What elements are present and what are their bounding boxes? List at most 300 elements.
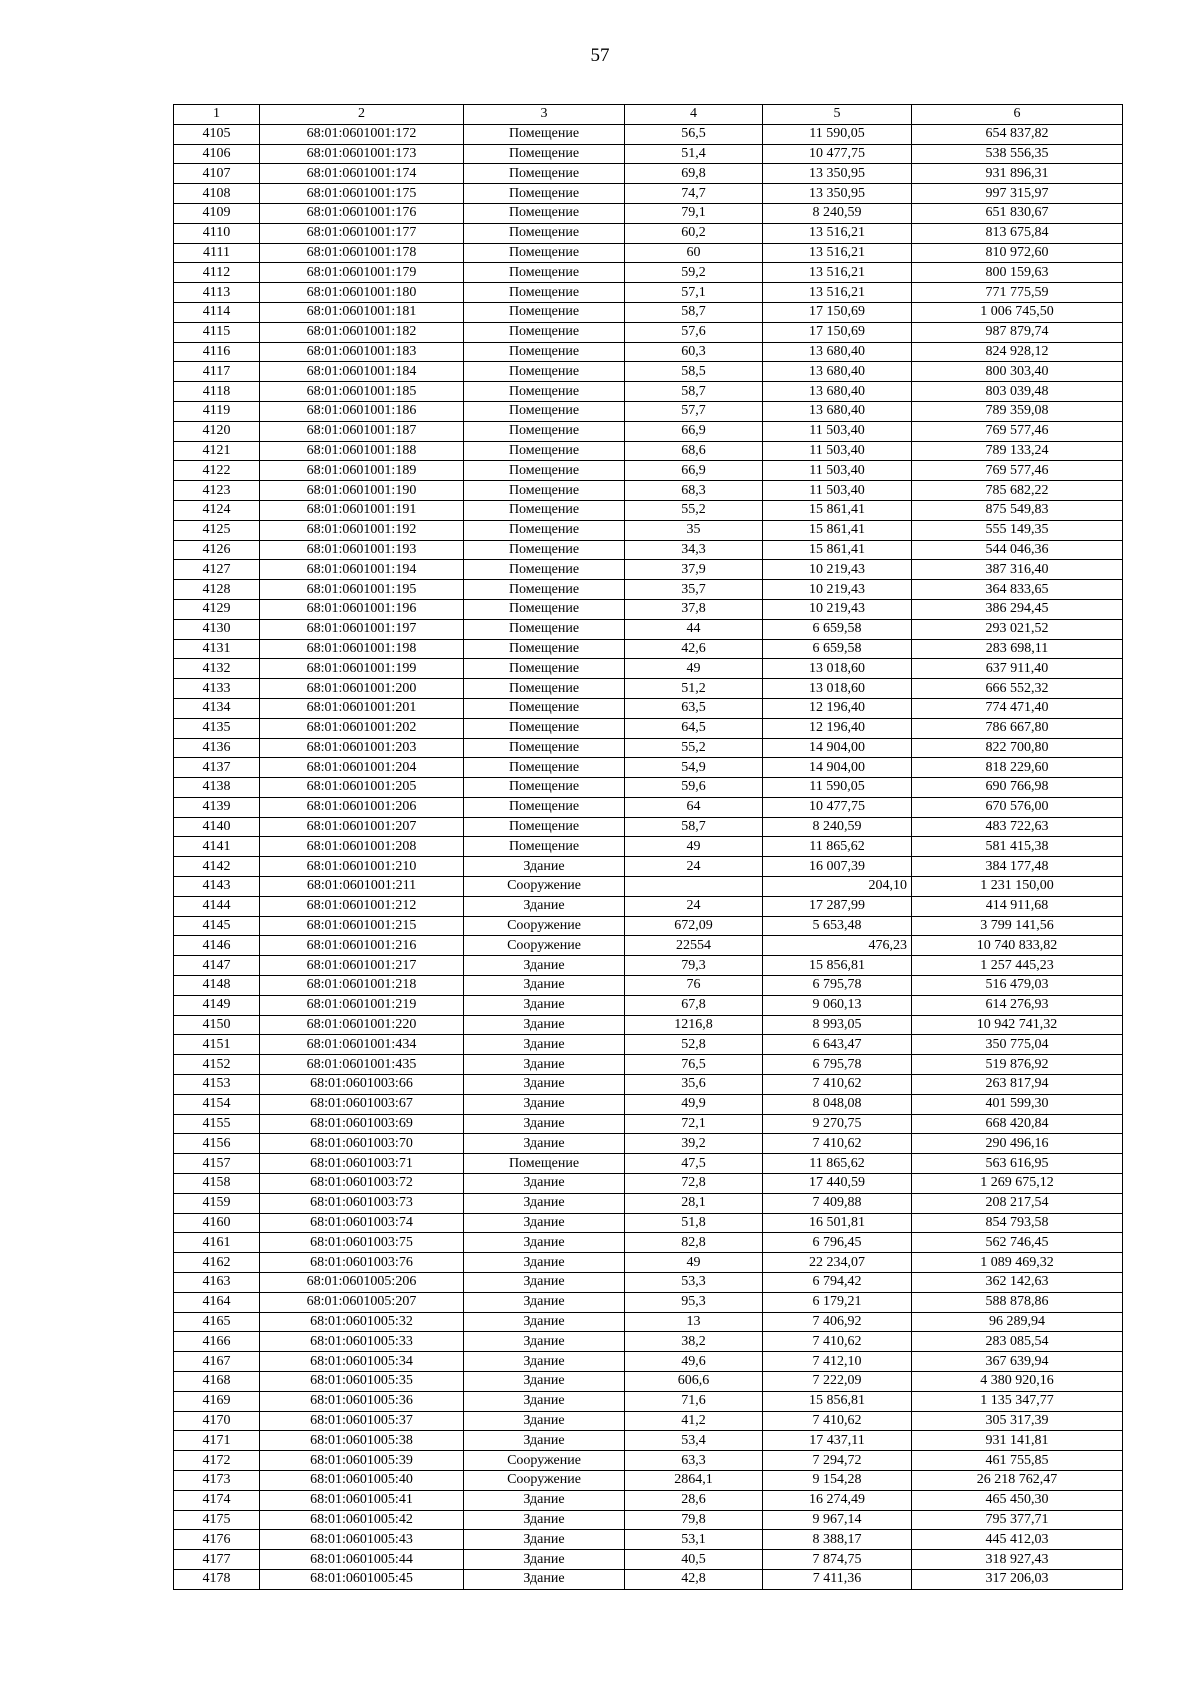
table-row (174, 1193, 1123, 1213)
table-row (174, 599, 1123, 619)
table-row (174, 1391, 1123, 1411)
cell-unit-value: 15 861,41 (763, 540, 912, 560)
cell-area: 58,7 (625, 817, 763, 837)
cell-area: 49 (625, 837, 763, 857)
cell-cadastral-number: 68:01:0601001:202 (260, 718, 464, 738)
cell-unit-value: 8 240,59 (763, 203, 912, 223)
cell-cadastral-number: 68:01:0601001:212 (260, 896, 464, 916)
cell-object-type: Здание (464, 1174, 625, 1194)
cell-object-type: Здание (464, 1273, 625, 1293)
cell-cadastral-number: 68:01:0601001:188 (260, 441, 464, 461)
cell-unit-value: 6 659,58 (763, 639, 912, 659)
cell-cadastral-number: 68:01:0601005:38 (260, 1431, 464, 1451)
cell-unit-value: 15 856,81 (763, 956, 912, 976)
cell-cadastral-value: 461 755,85 (912, 1451, 1123, 1471)
cell-cadastral-value: 668 420,84 (912, 1114, 1123, 1134)
cell-object-type: Помещение (464, 342, 625, 362)
cell-cadastral-number: 68:01:0601001:206 (260, 797, 464, 817)
cell-row-number: 4148 (174, 976, 260, 996)
cell-unit-value: 11 865,62 (763, 837, 912, 857)
cell-object-type: Помещение (464, 639, 625, 659)
cell-cadastral-number: 68:01:0601001:203 (260, 738, 464, 758)
table-row (174, 1352, 1123, 1372)
cell-area: 37,8 (625, 599, 763, 619)
cell-cadastral-value: 824 928,12 (912, 342, 1123, 362)
cell-unit-value: 16 274,49 (763, 1490, 912, 1510)
cell-area: 672,09 (625, 916, 763, 936)
cell-object-type: Помещение (464, 382, 625, 402)
cell-area: 79,8 (625, 1510, 763, 1530)
cell-row-number: 4133 (174, 679, 260, 699)
cell-cadastral-value: 1 089 469,32 (912, 1253, 1123, 1273)
cell-unit-value: 11 590,05 (763, 124, 912, 144)
cell-area: 28,1 (625, 1193, 763, 1213)
cell-unit-value: 7 409,88 (763, 1193, 912, 1213)
cell-cadastral-value: 350 775,04 (912, 1035, 1123, 1055)
cell-area: 41,2 (625, 1411, 763, 1431)
cell-object-type: Помещение (464, 362, 625, 382)
cell-object-type: Помещение (464, 302, 625, 322)
cell-object-type: Здание (464, 1332, 625, 1352)
cell-object-type: Помещение (464, 778, 625, 798)
cell-unit-value: 13 680,40 (763, 382, 912, 402)
cell-object-type: Здание (464, 1015, 625, 1035)
column-header-1: 1 (174, 105, 260, 125)
cell-cadastral-number: 68:01:0601001:175 (260, 184, 464, 204)
table-row (174, 164, 1123, 184)
cell-row-number: 4105 (174, 124, 260, 144)
cell-area: 49,9 (625, 1094, 763, 1114)
table-row (174, 1292, 1123, 1312)
cell-area: 35 (625, 520, 763, 540)
cell-unit-value: 7 222,09 (763, 1372, 912, 1392)
cell-area: 60,2 (625, 223, 763, 243)
cell-area: 58,7 (625, 382, 763, 402)
cell-object-type: Здание (464, 995, 625, 1015)
cell-area: 35,7 (625, 580, 763, 600)
cell-unit-value: 11 503,40 (763, 421, 912, 441)
cell-cadastral-value: 771 775,59 (912, 283, 1123, 303)
table-row (174, 1273, 1123, 1293)
cell-row-number: 4172 (174, 1451, 260, 1471)
cell-cadastral-value: 263 817,94 (912, 1075, 1123, 1095)
cell-object-type: Помещение (464, 659, 625, 679)
table-row (174, 718, 1123, 738)
cell-area: 49,6 (625, 1352, 763, 1372)
cell-cadastral-number: 68:01:0601001:198 (260, 639, 464, 659)
cell-cadastral-value: 769 577,46 (912, 421, 1123, 441)
cell-cadastral-value: 290 496,16 (912, 1134, 1123, 1154)
cell-object-type: Помещение (464, 481, 625, 501)
cell-cadastral-value: 283 085,54 (912, 1332, 1123, 1352)
cell-cadastral-number: 68:01:0601001:191 (260, 500, 464, 520)
cell-row-number: 4144 (174, 896, 260, 916)
table-row (174, 639, 1123, 659)
cell-cadastral-number: 68:01:0601003:75 (260, 1233, 464, 1253)
table-row (174, 619, 1123, 639)
cell-unit-value: 12 196,40 (763, 718, 912, 738)
table-row (174, 817, 1123, 837)
cell-cadastral-number: 68:01:0601001:435 (260, 1055, 464, 1075)
table-row (174, 1510, 1123, 1530)
cell-cadastral-number: 68:01:0601005:41 (260, 1490, 464, 1510)
table-row (174, 1174, 1123, 1194)
cell-area: 79,3 (625, 956, 763, 976)
cell-cadastral-value: 283 698,11 (912, 639, 1123, 659)
table-row (174, 302, 1123, 322)
cell-cadastral-number: 68:01:0601001:200 (260, 679, 464, 699)
cell-row-number: 4174 (174, 1490, 260, 1510)
cell-area: 51,2 (625, 679, 763, 699)
cell-area: 37,9 (625, 560, 763, 580)
table-row (174, 1470, 1123, 1490)
cell-object-type: Помещение (464, 718, 625, 738)
cell-cadastral-number: 68:01:0601001:180 (260, 283, 464, 303)
cell-object-type: Здание (464, 896, 625, 916)
cell-cadastral-value: 465 450,30 (912, 1490, 1123, 1510)
cell-unit-value: 11 865,62 (763, 1154, 912, 1174)
cell-unit-value: 15 861,41 (763, 520, 912, 540)
cell-area: 51,8 (625, 1213, 763, 1233)
cell-unit-value: 9 154,28 (763, 1470, 912, 1490)
cell-object-type: Здание (464, 1372, 625, 1392)
cell-unit-value: 10 477,75 (763, 797, 912, 817)
cell-object-type: Сооружение (464, 877, 625, 897)
cell-row-number: 4142 (174, 857, 260, 877)
cell-object-type: Здание (464, 1114, 625, 1134)
cell-cadastral-value: 803 039,48 (912, 382, 1123, 402)
cell-area: 54,9 (625, 758, 763, 778)
table-row (174, 1035, 1123, 1055)
cell-object-type: Помещение (464, 283, 625, 303)
table-row (174, 976, 1123, 996)
cell-unit-value: 22 234,07 (763, 1253, 912, 1273)
cell-cadastral-number: 68:01:0601001:176 (260, 203, 464, 223)
cell-object-type: Здание (464, 1550, 625, 1570)
cell-cadastral-value: 10 740 833,82 (912, 936, 1123, 956)
cell-cadastral-value: 519 876,92 (912, 1055, 1123, 1075)
cell-area: 53,1 (625, 1530, 763, 1550)
cell-object-type: Помещение (464, 540, 625, 560)
cell-row-number: 4121 (174, 441, 260, 461)
cell-unit-value: 12 196,40 (763, 698, 912, 718)
table-row (174, 1550, 1123, 1570)
cell-cadastral-value: 800 159,63 (912, 263, 1123, 283)
cell-unit-value: 13 350,95 (763, 184, 912, 204)
cell-area: 68,3 (625, 481, 763, 501)
cell-object-type: Сооружение (464, 1451, 625, 1471)
cell-row-number: 4109 (174, 203, 260, 223)
cell-object-type: Здание (464, 1312, 625, 1332)
cell-cadastral-value: 800 303,40 (912, 362, 1123, 382)
table-row (174, 520, 1123, 540)
cell-cadastral-number: 68:01:0601005:36 (260, 1391, 464, 1411)
cell-cadastral-number: 68:01:0601001:204 (260, 758, 464, 778)
cell-cadastral-value: 1 135 347,77 (912, 1391, 1123, 1411)
cell-object-type: Помещение (464, 738, 625, 758)
table-row (174, 1094, 1123, 1114)
cell-area: 13 (625, 1312, 763, 1332)
cell-cadastral-value: 516 479,03 (912, 976, 1123, 996)
cell-cadastral-number: 68:01:0601001:184 (260, 362, 464, 382)
cell-cadastral-number: 68:01:0601001:219 (260, 995, 464, 1015)
cell-unit-value: 16 501,81 (763, 1213, 912, 1233)
cell-cadastral-value: 666 552,32 (912, 679, 1123, 699)
cell-unit-value: 6 659,58 (763, 619, 912, 639)
cell-cadastral-number: 68:01:0601001:194 (260, 560, 464, 580)
cell-object-type: Здание (464, 1411, 625, 1431)
cell-object-type: Здание (464, 1391, 625, 1411)
cell-area: 57,7 (625, 401, 763, 421)
cell-cadastral-number: 68:01:0601003:74 (260, 1213, 464, 1233)
cell-unit-value: 17 437,11 (763, 1431, 912, 1451)
table-row (174, 1134, 1123, 1154)
table-row (174, 1332, 1123, 1352)
cell-unit-value: 8 240,59 (763, 817, 912, 837)
cell-cadastral-number: 68:01:0601001:172 (260, 124, 464, 144)
cell-object-type: Сооружение (464, 1470, 625, 1490)
cell-row-number: 4138 (174, 778, 260, 798)
cell-unit-value: 13 680,40 (763, 362, 912, 382)
cell-cadastral-value: 362 142,63 (912, 1273, 1123, 1293)
cell-cadastral-value: 364 833,65 (912, 580, 1123, 600)
cell-unit-value: 16 007,39 (763, 857, 912, 877)
cell-row-number: 4119 (174, 401, 260, 421)
cell-unit-value: 6 179,21 (763, 1292, 912, 1312)
table-row (174, 896, 1123, 916)
table-row (174, 481, 1123, 501)
cell-cadastral-value: 588 878,86 (912, 1292, 1123, 1312)
cell-cadastral-value: 10 942 741,32 (912, 1015, 1123, 1035)
cell-area: 67,8 (625, 995, 763, 1015)
table-row (174, 461, 1123, 481)
cell-unit-value: 13 680,40 (763, 401, 912, 421)
cell-unit-value: 7 410,62 (763, 1075, 912, 1095)
table-row (174, 778, 1123, 798)
cell-area: 74,7 (625, 184, 763, 204)
cell-cadastral-value: 208 217,54 (912, 1193, 1123, 1213)
cell-unit-value: 6 796,45 (763, 1233, 912, 1253)
cell-object-type: Помещение (464, 441, 625, 461)
cell-cadastral-number: 68:01:0601003:73 (260, 1193, 464, 1213)
cell-object-type: Помещение (464, 599, 625, 619)
cell-object-type: Здание (464, 1075, 625, 1095)
cell-area: 49 (625, 659, 763, 679)
table-row (174, 916, 1123, 936)
cell-row-number: 4176 (174, 1530, 260, 1550)
table-row (174, 956, 1123, 976)
cell-object-type: Помещение (464, 758, 625, 778)
cell-object-type: Помещение (464, 144, 625, 164)
cell-area: 34,3 (625, 540, 763, 560)
table-row (174, 540, 1123, 560)
cell-cadastral-number: 68:01:0601001:183 (260, 342, 464, 362)
cell-area: 35,6 (625, 1075, 763, 1095)
cell-unit-value: 17 150,69 (763, 322, 912, 342)
cell-area: 63,3 (625, 1451, 763, 1471)
column-header-5: 5 (763, 105, 912, 125)
cell-cadastral-number: 68:01:0601003:69 (260, 1114, 464, 1134)
cell-unit-value: 10 219,43 (763, 580, 912, 600)
cell-cadastral-value: 931 141,81 (912, 1431, 1123, 1451)
table-row (174, 1154, 1123, 1174)
cell-area: 42,6 (625, 639, 763, 659)
cell-cadastral-number: 68:01:0601005:33 (260, 1332, 464, 1352)
table-row (174, 1431, 1123, 1451)
cell-area: 71,6 (625, 1391, 763, 1411)
cell-area: 2864,1 (625, 1470, 763, 1490)
cell-row-number: 4141 (174, 837, 260, 857)
cell-area: 39,2 (625, 1134, 763, 1154)
cell-row-number: 4165 (174, 1312, 260, 1332)
cell-cadastral-number: 68:01:0601003:76 (260, 1253, 464, 1273)
table-row (174, 1055, 1123, 1075)
table-row (174, 223, 1123, 243)
cell-cadastral-number: 68:01:0601003:71 (260, 1154, 464, 1174)
cell-row-number: 4164 (174, 1292, 260, 1312)
cell-area: 95,3 (625, 1292, 763, 1312)
cell-unit-value: 11 503,40 (763, 441, 912, 461)
table-row (174, 500, 1123, 520)
cell-cadastral-number: 68:01:0601001:218 (260, 976, 464, 996)
table-row (174, 1372, 1123, 1392)
table-row (174, 144, 1123, 164)
cell-object-type: Помещение (464, 520, 625, 540)
table-row (174, 758, 1123, 778)
table-row (174, 877, 1123, 897)
cell-area: 66,9 (625, 421, 763, 441)
cell-object-type: Здание (464, 1431, 625, 1451)
cell-cadastral-value: 562 746,45 (912, 1233, 1123, 1253)
cell-area: 68,6 (625, 441, 763, 461)
cell-unit-value: 7 410,62 (763, 1332, 912, 1352)
cell-object-type: Помещение (464, 243, 625, 263)
cell-area: 63,5 (625, 698, 763, 718)
cell-area: 24 (625, 896, 763, 916)
table-row (174, 1213, 1123, 1233)
cell-unit-value: 7 411,36 (763, 1569, 912, 1589)
cell-cadastral-value: 637 911,40 (912, 659, 1123, 679)
cell-unit-value: 13 516,21 (763, 263, 912, 283)
cell-cadastral-number: 68:01:0601001:205 (260, 778, 464, 798)
cell-cadastral-value: 854 793,58 (912, 1213, 1123, 1233)
cell-unit-value: 15 861,41 (763, 500, 912, 520)
cell-cadastral-value: 1 269 675,12 (912, 1174, 1123, 1194)
cell-object-type: Здание (464, 857, 625, 877)
cell-cadastral-value: 1 257 445,23 (912, 956, 1123, 976)
cell-cadastral-value: 670 576,00 (912, 797, 1123, 817)
table-header-row (174, 105, 1123, 125)
cell-row-number: 4108 (174, 184, 260, 204)
cell-row-number: 4128 (174, 580, 260, 600)
table-row (174, 203, 1123, 223)
cell-cadastral-value: 384 177,48 (912, 857, 1123, 877)
cell-cadastral-value: 651 830,67 (912, 203, 1123, 223)
cell-cadastral-value: 785 682,22 (912, 481, 1123, 501)
cell-cadastral-value: 654 837,82 (912, 124, 1123, 144)
cell-cadastral-number: 68:01:0601001:210 (260, 857, 464, 877)
cell-row-number: 4124 (174, 500, 260, 520)
cell-cadastral-value: 690 766,98 (912, 778, 1123, 798)
cell-row-number: 4156 (174, 1134, 260, 1154)
cell-cadastral-value: 822 700,80 (912, 738, 1123, 758)
table-row (174, 283, 1123, 303)
cell-cadastral-value: 318 927,43 (912, 1550, 1123, 1570)
cell-unit-value: 9 270,75 (763, 1114, 912, 1134)
cell-unit-value: 9 060,13 (763, 995, 912, 1015)
column-header-2: 2 (260, 105, 464, 125)
column-header-3: 3 (464, 105, 625, 125)
cell-object-type: Помещение (464, 421, 625, 441)
cell-cadastral-number: 68:01:0601001:177 (260, 223, 464, 243)
cell-cadastral-value: 538 556,35 (912, 144, 1123, 164)
cell-cadastral-value: 414 911,68 (912, 896, 1123, 916)
cell-object-type: Здание (464, 1569, 625, 1589)
cell-area: 72,8 (625, 1174, 763, 1194)
cell-row-number: 4173 (174, 1470, 260, 1490)
cell-cadastral-number: 68:01:0601001:215 (260, 916, 464, 936)
cell-row-number: 4177 (174, 1550, 260, 1570)
cell-unit-value: 6 795,78 (763, 1055, 912, 1075)
cell-cadastral-value: 386 294,45 (912, 599, 1123, 619)
cell-cadastral-value: 810 972,60 (912, 243, 1123, 263)
table-row (174, 1253, 1123, 1273)
cell-unit-value: 13 680,40 (763, 342, 912, 362)
cell-area: 60 (625, 243, 763, 263)
page-number: 57 (590, 45, 610, 66)
cell-cadastral-value: 931 896,31 (912, 164, 1123, 184)
cell-area: 52,8 (625, 1035, 763, 1055)
cell-row-number: 4136 (174, 738, 260, 758)
table-row (174, 580, 1123, 600)
cell-area: 22554 (625, 936, 763, 956)
cell-row-number: 4139 (174, 797, 260, 817)
cell-cadastral-number: 68:01:0601001:216 (260, 936, 464, 956)
cell-area: 58,5 (625, 362, 763, 382)
cell-row-number: 4163 (174, 1273, 260, 1293)
table-row (174, 382, 1123, 402)
cell-cadastral-number: 68:01:0601005:35 (260, 1372, 464, 1392)
cell-object-type: Здание (464, 1055, 625, 1075)
cell-area: 76 (625, 976, 763, 996)
cell-object-type: Помещение (464, 164, 625, 184)
cell-cadastral-value: 1 006 745,50 (912, 302, 1123, 322)
cell-cadastral-number: 68:01:0601005:44 (260, 1550, 464, 1570)
cell-unit-value: 11 503,40 (763, 481, 912, 501)
cell-area: 42,8 (625, 1569, 763, 1589)
cell-cadastral-value: 789 133,24 (912, 441, 1123, 461)
cell-cadastral-value: 305 317,39 (912, 1411, 1123, 1431)
cell-row-number: 4146 (174, 936, 260, 956)
table-row (174, 124, 1123, 144)
table-row (174, 560, 1123, 580)
cell-row-number: 4130 (174, 619, 260, 639)
cell-object-type: Здание (464, 1035, 625, 1055)
cell-object-type: Здание (464, 976, 625, 996)
cell-row-number: 4135 (174, 718, 260, 738)
cell-cadastral-number: 68:01:0601001:196 (260, 599, 464, 619)
cell-row-number: 4171 (174, 1431, 260, 1451)
cell-object-type: Помещение (464, 1154, 625, 1174)
cell-object-type: Сооружение (464, 916, 625, 936)
table-row (174, 1451, 1123, 1471)
table-row (174, 1411, 1123, 1431)
cell-unit-value: 476,23 (763, 936, 912, 956)
cell-object-type: Помещение (464, 263, 625, 283)
cell-row-number: 4145 (174, 916, 260, 936)
table-row (174, 1114, 1123, 1134)
table-row (174, 184, 1123, 204)
